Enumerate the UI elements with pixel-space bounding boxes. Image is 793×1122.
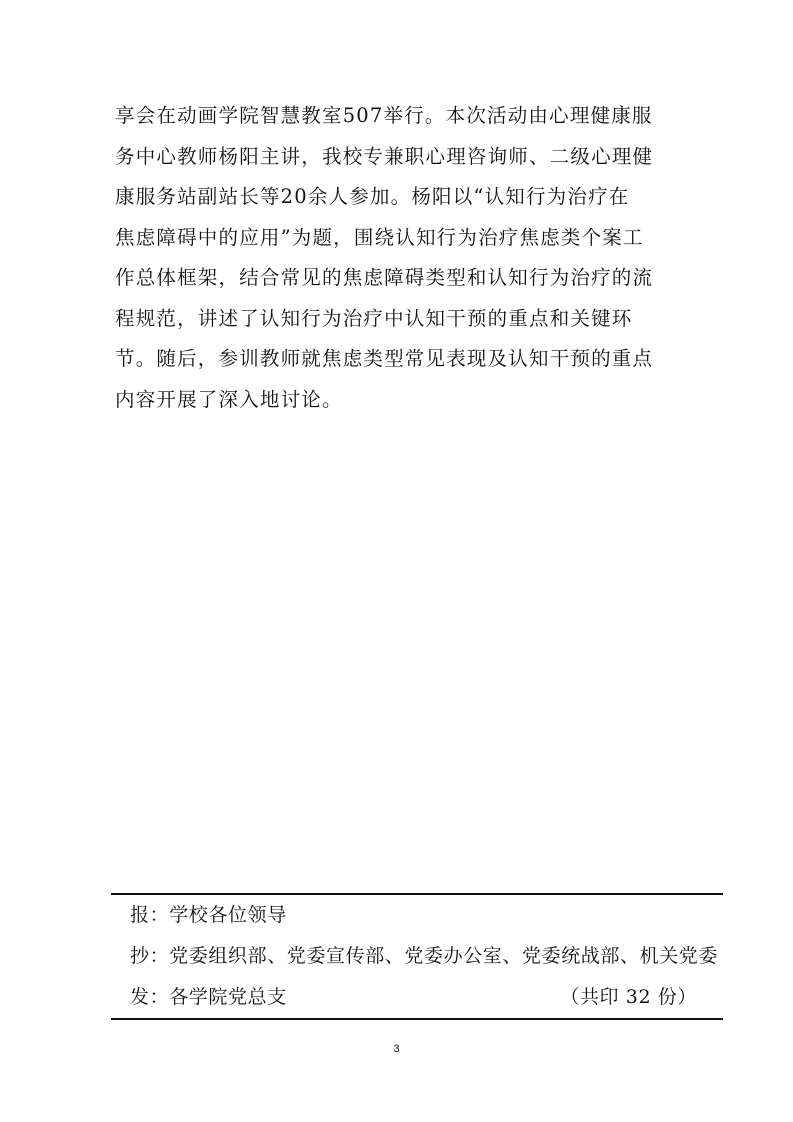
report-to-line xyxy=(111,895,723,936)
body-line: 享会在动画学院智慧教室507举行。本次活动由心理健康服 xyxy=(115,104,653,127)
body-line: 焦虑障碍中的应用”为题，围绕认知行为治疗焦虑类个案工 xyxy=(115,225,644,249)
body-line: 康服务站副站长等20余人参加。杨阳以“认知行为治疗在 xyxy=(115,185,630,208)
report-to-text: 报：学校各位领导 xyxy=(130,904,287,926)
body-text xyxy=(115,96,695,420)
distribution-block xyxy=(111,893,723,1020)
bottom-rule xyxy=(111,1018,723,1020)
body-line: 程规范，讲述了认知行为治疗中认知干预的重点和关键环 xyxy=(115,306,633,330)
copy-to-line xyxy=(111,936,723,977)
body-line: 节。随后，参训教师就焦虑类型常见表现及认知干预的重点 xyxy=(115,347,654,370)
body-line: 作总体框架，结合常见的焦虑障碍类型和认知行为治疗的流 xyxy=(115,266,654,289)
copy-to-text: 抄：党委组织部、党委宣传部、党委办公室、党委统战部、机关党委 xyxy=(130,945,719,967)
page-number: 3 xyxy=(393,1043,400,1055)
body-line: 内容开展了深入地讨论。 xyxy=(115,387,343,411)
send-to-line xyxy=(111,977,723,1018)
print-count: （共印 32 份） xyxy=(560,986,697,1008)
body-line: 务中心教师杨阳主讲，我校专兼职心理咨询师、二级心理健 xyxy=(115,144,654,168)
send-to-text: 发：各学院党总支 xyxy=(130,986,287,1008)
